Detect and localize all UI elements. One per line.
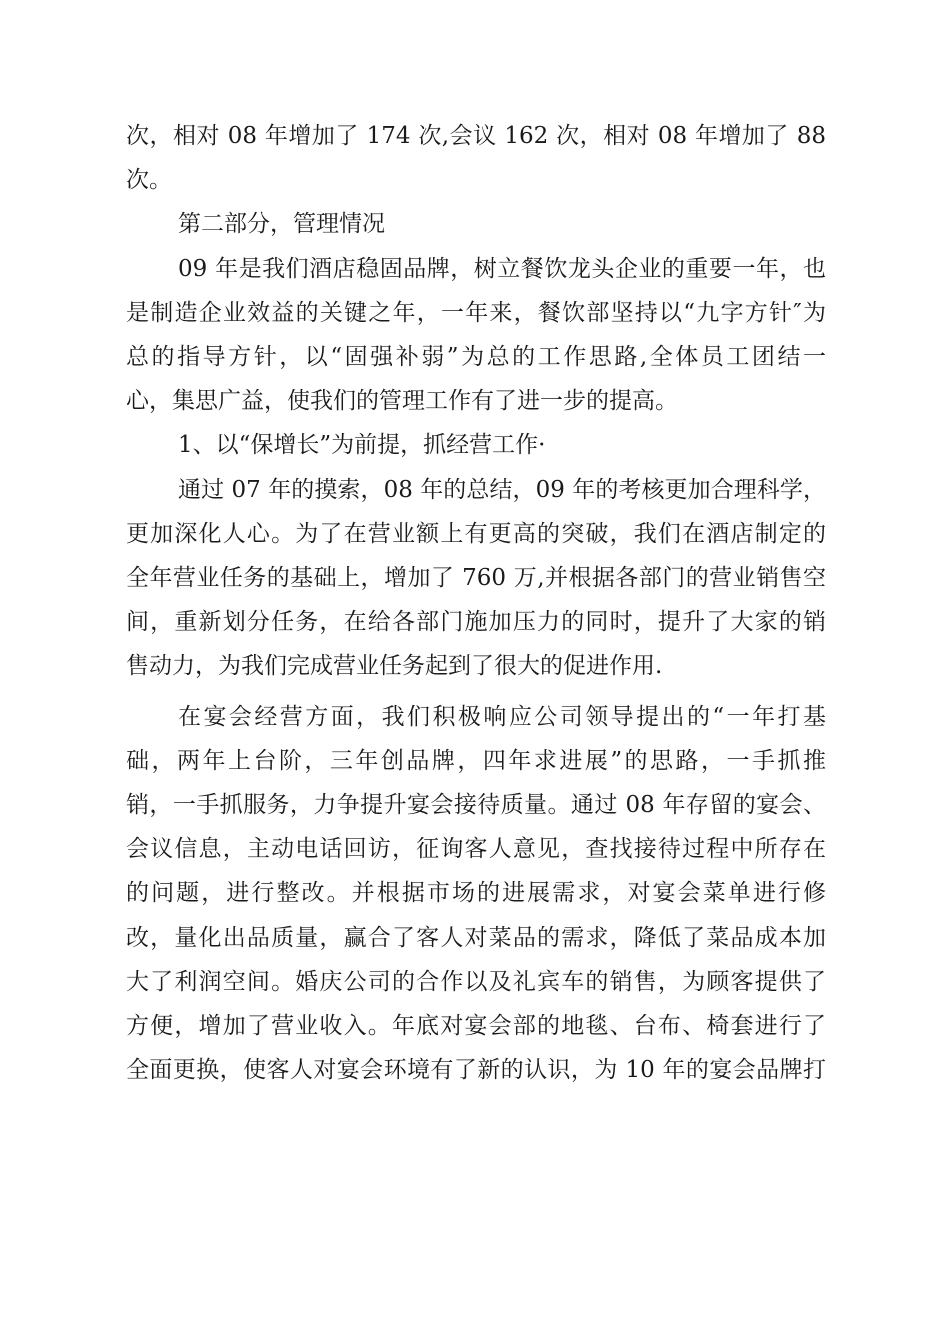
text-line: 心，集思广益，使我们的管理工作有了进一步的提高。 <box>126 388 678 415</box>
paragraph <box>126 468 826 689</box>
text-line: 销，一手抓服务，力争提升宴会接待质量。通过 08 年存留的宴会、 <box>126 792 826 819</box>
text-line: 大了利润空间。婚庆公司的合作以及礼宾车的销售，为顾客提供了 <box>126 968 826 995</box>
paragraph <box>126 695 826 1093</box>
text-line: 改，量化出品质量，赢合了客人对菜品的需求，降低了菜品成本加 <box>126 924 826 951</box>
subsection-heading <box>126 423 826 467</box>
text-line: 在宴会经营方面，我们积极响应公司领导提出的“一年打基 <box>178 703 826 730</box>
section-heading <box>126 202 826 246</box>
text-line: 09 年是我们酒店稳固品牌，树立餐饮龙头企业的重要一年，也 <box>178 255 826 282</box>
text-line: 会议信息，主动电话回访，征询客人意见，查找接待过程中所存在 <box>126 836 826 863</box>
text-line: 全面更换，使客人对宴会环境有了新的认识，为 10 年的宴会品牌打 <box>126 1057 826 1084</box>
paragraph <box>126 247 826 424</box>
text-line: 更加深化人心。为了在营业额上有更高的突破，我们在酒店制定的 <box>126 520 826 547</box>
text-line: 的问题，进行整改。并根据市场的进展需求，对宴会菜单进行修 <box>126 880 826 907</box>
text-line: 全年营业任务的基础上，增加了 760 万,并根据各部门的营业销售空 <box>126 565 826 592</box>
text-line: 总的指导方针，以“固强补弱”为总的工作思路,全体员工团结一 <box>126 344 826 371</box>
text-line: 方便，增加了营业收入。年底对宴会部的地毯、台布、椅套进行了 <box>126 1013 826 1040</box>
text-line: 次，相对 08 年增加了 174 次,会议 162 次，相对 08 年增加了 88 <box>126 123 826 149</box>
text-line: 是制造企业效益的关键之年，一年来，餐饮部坚持以“九字方针″为 <box>126 299 826 326</box>
text-line: 1、以“保增长”为前提，抓经营工作· <box>178 432 546 459</box>
text-line: 间，重新划分任务，在给各部门施加压力的同时，提升了大家的销 <box>126 609 826 636</box>
text-line: 通过 07 年的摸索，08 年的总结，09 年的考核更加合理科学， <box>178 476 826 503</box>
document-body <box>126 114 826 1092</box>
text-line: 第二部分，管理情况 <box>178 211 385 238</box>
text-line: 础，两年上台阶，三年创品牌，四年求进展”的思路，一手抓推 <box>126 747 826 774</box>
text-line: 次。 <box>126 167 172 194</box>
text-line: 售动力，为我们完成营业任务起到了很大的促进作用. <box>126 653 663 680</box>
paragraph <box>126 114 826 202</box>
